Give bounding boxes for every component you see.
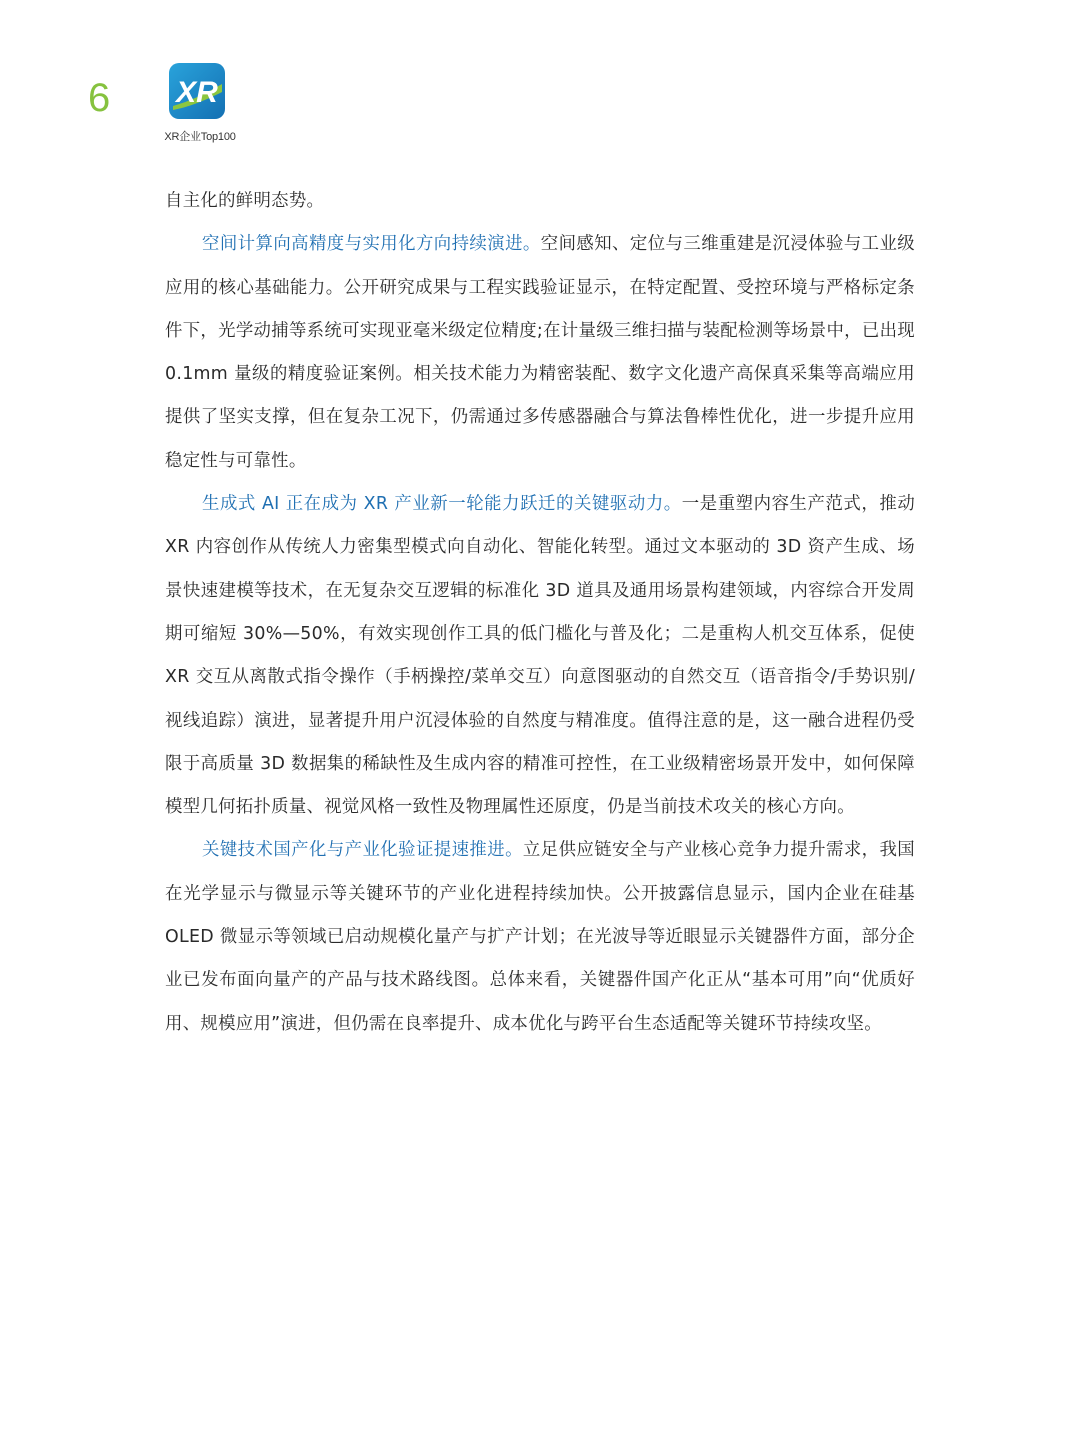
paragraph (165, 180, 915, 223)
paragraph-text: 一是重塑内容生产范式，推动 XR 内容创作从传统人力密集型模式向自动化、智能化转型。通过文本驱动的 3D 资产生成、场景快速建模等技术，在无复杂交互逻辑的标准化 3D 道具及通用场景构建领域，内容综合开发周期可缩短 30%—50%，有效实现创作工具的低门槛化与普及化；二是重构人机交互体系，促使 XR 交互从离散式指令操作（手柄操控/菜单交互）向意图驱动的自然交互（语音指令/手势识别/视线追踪）演进，显著提升用户沉浸体验的自然度与精准度。值得注意的是，这一融合进程仍受限于高质量 3D 数据集的稀缺性及生成内容的精准可控性，在工业级精密场景开发中，如何保障模型几何拓扑质量、视觉风格一致性及物理属性还原度，仍是当前技术攻关的核心方向。 (165, 494, 916, 818)
page-number: 6 (88, 76, 111, 120)
paragraph-lead: 空间计算向高精度与实用化方向持续演进。 (202, 234, 541, 255)
logo-letters: XR (176, 76, 218, 109)
paragraph-text: 立足供应链安全与产业核心竞争力提升需求，我国在光学显示与微显示等关键环节的产业化进程持续加快。公开披露信息显示，国内企业在硅基 OLED 微显示等领域已启动规模化量产与扩产计划；在光波导等近眼显示关键器件方面，部分企业已发布面向量产的产品与技术路线图。总体来看，关键器件国产化正从“基本可用”向“优质好用、规模应用”演进，但仍需在良率提升、成本优化与跨平台生态适配等关键环节持续攻坚。 (165, 840, 915, 1034)
logo-caption: XR企业Top100 (164, 131, 236, 143)
paragraph-lead: 关键技术国产化与产业化验证提速推进。 (202, 840, 523, 861)
paragraph (165, 483, 915, 829)
paragraph-lead: 生成式 AI 正在成为 XR 产业新一轮能力跃迁的关键驱动力。 (202, 494, 682, 515)
paragraph-text: 自主化的鲜明态势。 (165, 191, 325, 211)
logo (158, 62, 242, 144)
paragraph (165, 223, 915, 483)
paragraph (165, 829, 915, 1045)
xr-logo-icon (168, 62, 226, 120)
body-text (165, 180, 915, 1046)
paragraph-text: 空间感知、定位与三维重建是沉浸体验与工业级应用的核心基础能力。公开研究成果与工程实践验证显示，在特定配置、受控环境与严格标定条件下，光学动捕等系统可实现亚毫米级定位精度;在计量级三维扫描与装配检测等场景中，已出现 0.1mm 量级的精度验证案例。相关技术能力为精密装配、数字文化遗产高保真采集等高端应用提供了坚实支撑，但在复杂工况下，仍需通过多传感器融合与算法鲁棒性优化，进一步提升应用稳定性与可靠性。 (165, 234, 915, 471)
